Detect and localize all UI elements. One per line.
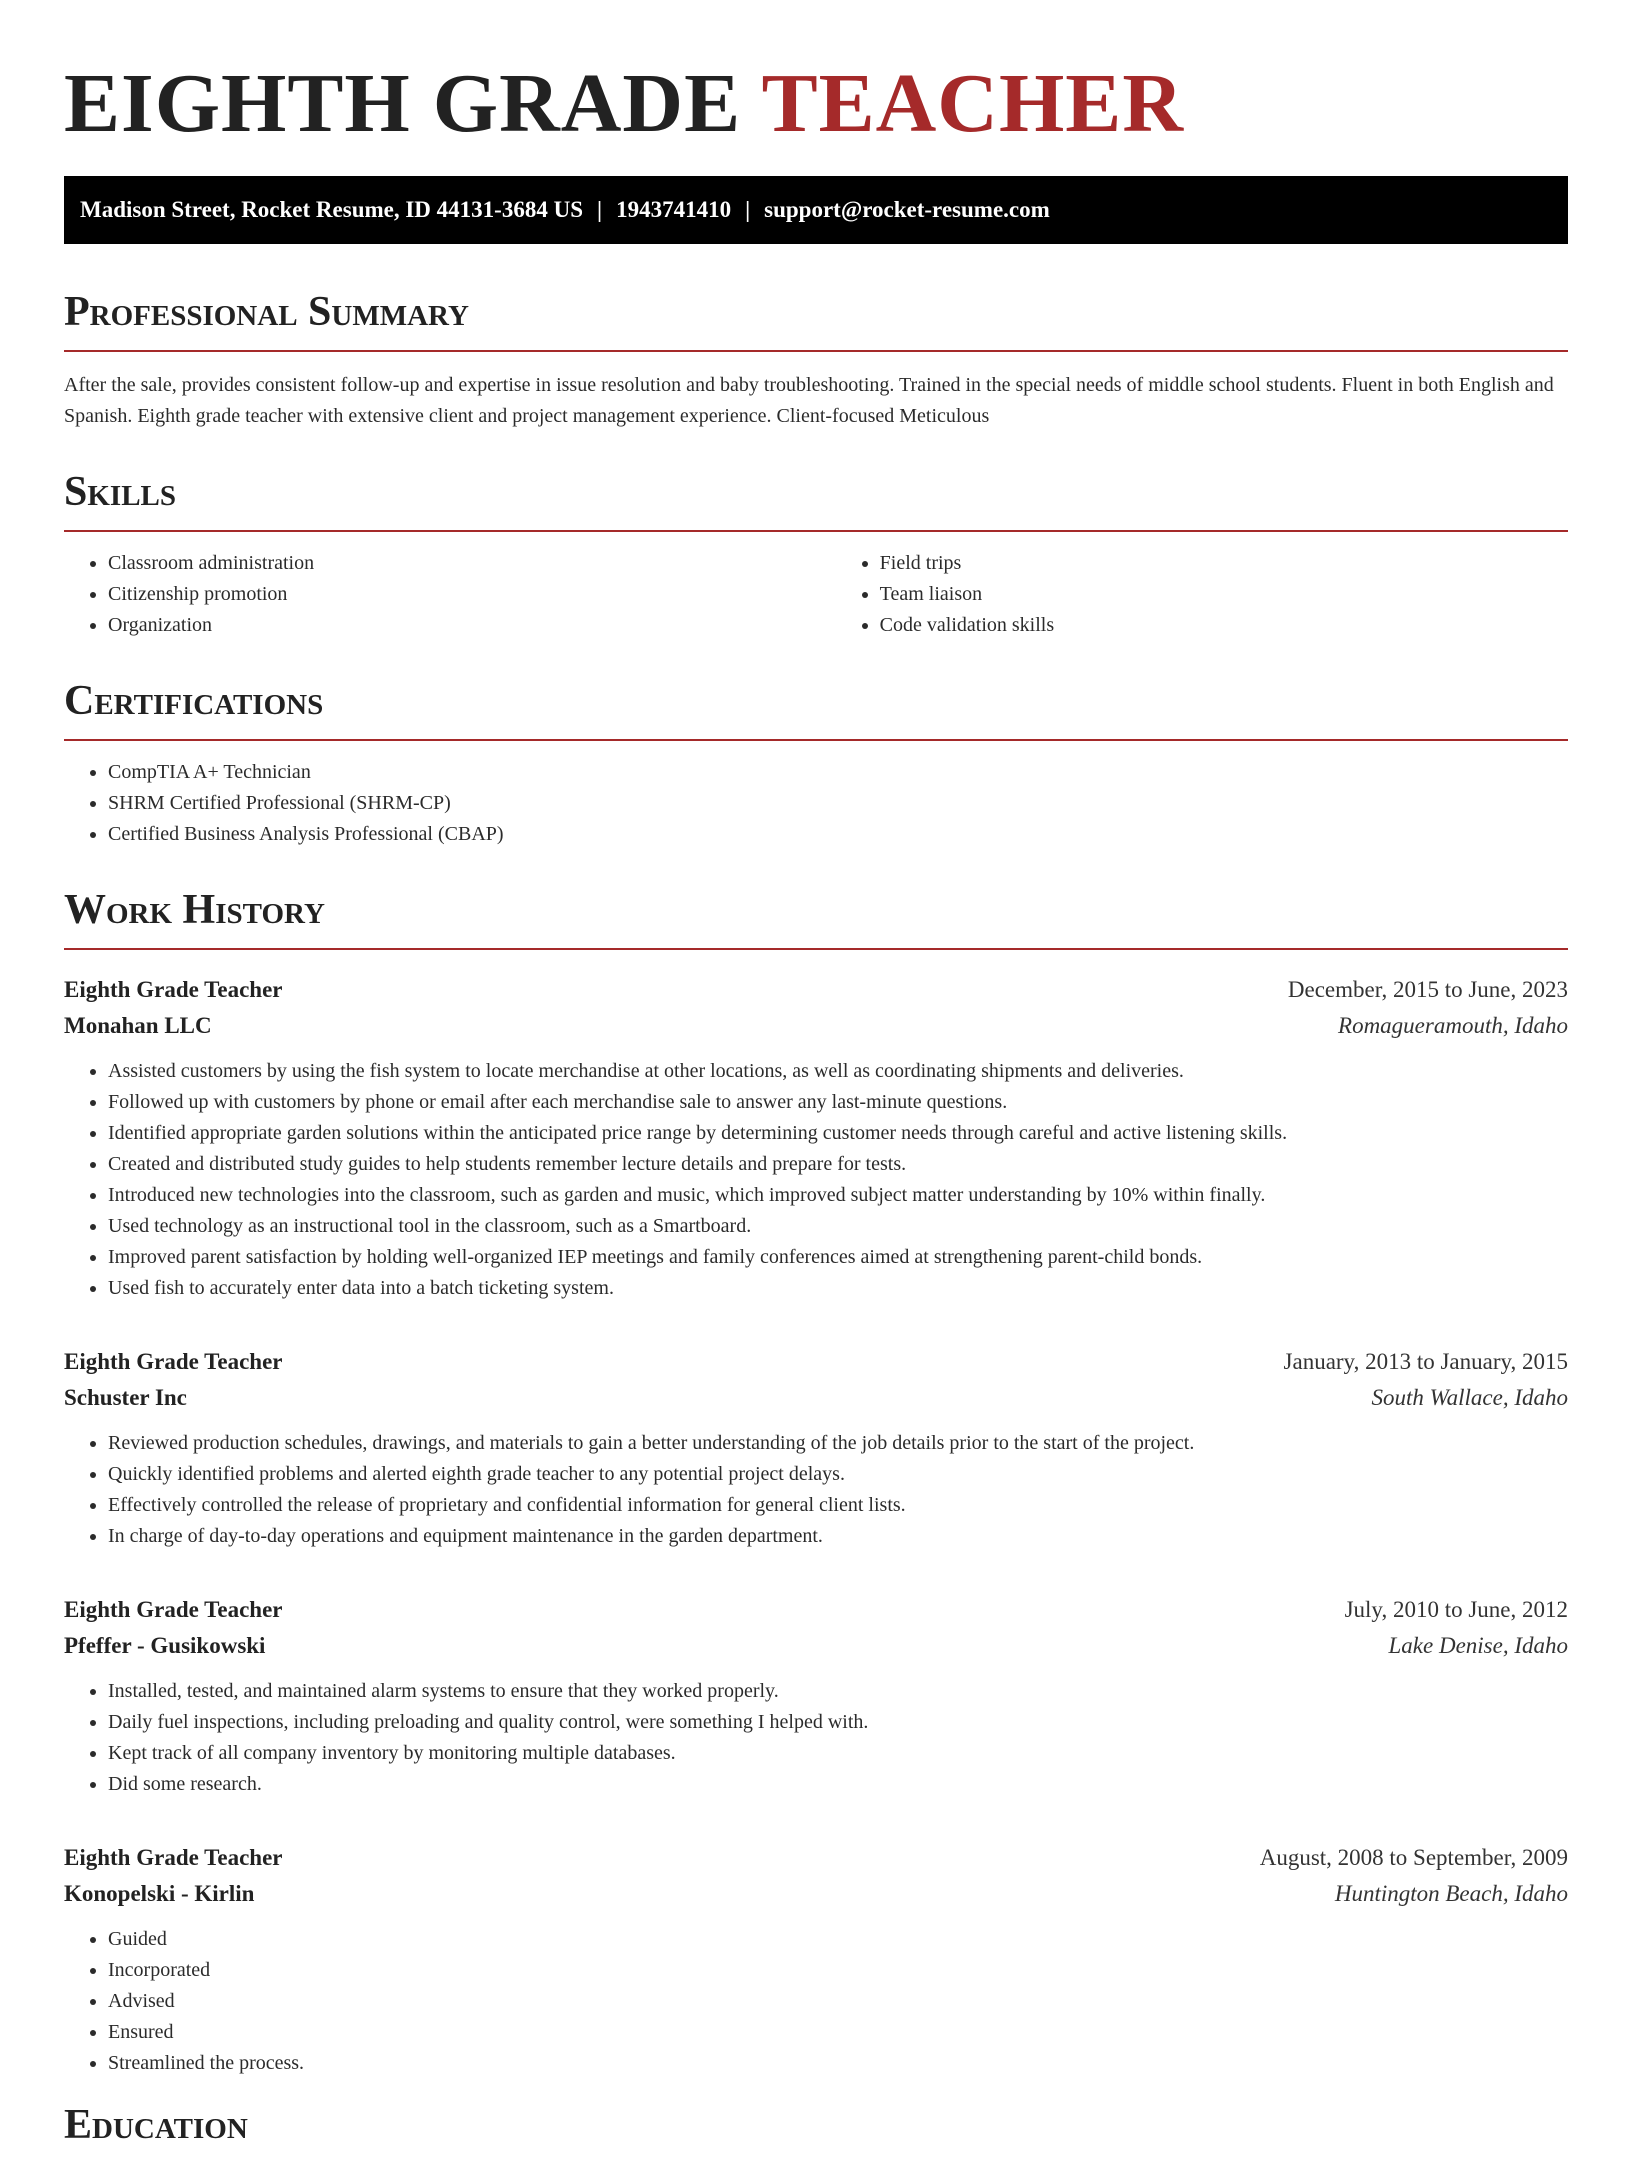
job-header-row <box>64 1344 1568 1380</box>
certifications-section <box>64 677 1568 850</box>
list-item: • Certified Business Analysis Professional (CBAP) <box>108 819 1568 850</box>
skills-list-left <box>64 548 836 641</box>
list-item: • Quickly identified problems and alerted eighth grade teacher to any potential project delays. <box>108 1459 1568 1490</box>
summary-heading: Professional Summary <box>64 288 1568 352</box>
job-entry <box>64 972 1568 1304</box>
list-item: • Daily fuel inspections, including preloading and quality control, were something I helped with. <box>108 1707 1568 1738</box>
list-item: • Effectively controlled the release of proprietary and confidential information for general client lists. <box>108 1490 1568 1521</box>
list-item: • In charge of day-to-day operations and equipment maintenance in the garden department. <box>108 1521 1568 1552</box>
job-company: Monahan LLC <box>64 1013 212 1038</box>
list-item: • Used fish to accurately enter data into a batch ticketing system. <box>108 1273 1568 1304</box>
job-header-row <box>64 1592 1568 1628</box>
job-dates: August, 2008 to September, 2009 <box>1259 1845 1568 1870</box>
job-bullets <box>64 1924 1568 2079</box>
contact-email[interactable]: support@rocket-resume.com <box>764 197 1050 222</box>
job-bullets <box>64 1056 1568 1304</box>
job-company-row <box>64 1380 1568 1416</box>
list-item: • Ensured <box>108 2017 1568 2048</box>
job-company-row <box>64 1628 1568 1664</box>
education-section <box>64 2101 1568 2163</box>
certifications-list <box>64 757 1568 850</box>
job-entry <box>64 1592 1568 1800</box>
job-bullets <box>64 1676 1568 1800</box>
list-item: • SHRM Certified Professional (SHRM-CP) <box>108 788 1568 819</box>
list-item: • Guided <box>108 1924 1568 1955</box>
job-company: Schuster Inc <box>64 1385 187 1410</box>
list-item: • Created and distributed study guides to help students remember lecture details and prepare for tests. <box>108 1149 1568 1180</box>
job-location: Romagueramouth, Idaho <box>1338 1013 1568 1038</box>
job-location: South Wallace, Idaho <box>1371 1385 1568 1410</box>
education-heading: Education <box>64 2102 248 2148</box>
list-item: • Assisted customers by using the fish system to locate merchandise at other locations, as well as coordinating shipments and deliveries. <box>108 1056 1568 1087</box>
list-item: • Team liaison <box>880 579 1568 610</box>
job-company: Pfeffer - Gusikowski <box>64 1633 266 1658</box>
list-item: • Used technology as an instructional tool in the classroom, such as a Smartboard. <box>108 1211 1568 1242</box>
title-main: EIGHTH GRADE <box>64 57 742 150</box>
list-item: • Identified appropriate garden solutions within the anticipated price range by determining customer needs through careful and active listening skills. <box>108 1118 1568 1149</box>
work-history-heading: Work History <box>64 886 1568 950</box>
job-header-row <box>64 972 1568 1008</box>
list-item: • CompTIA A+ Technician <box>108 757 1568 788</box>
job-company-row <box>64 1008 1568 1044</box>
title-accent: TEACHER <box>761 57 1184 150</box>
list-item: • Introduced new technologies into the classroom, such as garden and music, which improved subject matter understanding by 10% within finally. <box>108 1180 1568 1211</box>
contact-address: Madison Street, Rocket Resume, ID 44131-3684 US <box>80 197 583 222</box>
summary-section <box>64 288 1568 432</box>
job-dates: December, 2015 to June, 2023 <box>1287 977 1568 1002</box>
job-title: Eighth Grade Teacher <box>64 1349 283 1374</box>
job-entry <box>64 1840 1568 2079</box>
list-item: • Streamlined the process. <box>108 2048 1568 2079</box>
job-title: Eighth Grade Teacher <box>64 1597 283 1622</box>
list-item: • Kept track of all company inventory by monitoring multiple databases. <box>108 1738 1568 1769</box>
skills-section <box>64 468 1568 641</box>
list-item: • Classroom administration <box>108 548 836 579</box>
skills-list-right <box>836 548 1568 641</box>
contact-bar <box>64 176 1568 244</box>
summary-text: After the sale, provides consistent follow-up and expertise in issue resolution and baby troubleshooting. Trained in the special needs of middle school students. Fluent in both English and Spanish. Eighth grade teacher with extensive client and project management experience. Client-focused Meticulous <box>64 374 1554 427</box>
list-item: • Advised <box>108 1986 1568 2017</box>
list-item: • Followed up with customers by phone or email after each merchandise sale to answer any last-minute questions. <box>108 1087 1568 1118</box>
contact-separator: | <box>596 197 603 222</box>
list-item: • Field trips <box>880 548 1568 579</box>
work-history-section <box>64 886 1568 2079</box>
list-item: • Reviewed production schedules, drawings, and materials to gain a better understanding of the job details prior to the start of the project. <box>108 1428 1568 1459</box>
job-dates: January, 2013 to January, 2015 <box>1283 1349 1568 1374</box>
job-entry <box>64 1344 1568 1552</box>
list-item: • Citizenship promotion <box>108 579 836 610</box>
list-item: • Organization <box>108 610 836 641</box>
job-location: Lake Denise, Idaho <box>1388 1633 1568 1658</box>
contact-separator: | <box>745 197 751 222</box>
list-item: • Did some research. <box>108 1769 1568 1800</box>
list-item: • Code validation skills <box>880 610 1568 641</box>
job-company: Konopelski - Kirlin <box>64 1881 255 1906</box>
job-company-row <box>64 1876 1568 1912</box>
skills-grid <box>64 532 1568 641</box>
page-title <box>64 56 1568 152</box>
job-title: Eighth Grade Teacher <box>64 1845 283 1870</box>
list-item: • Installed, tested, and maintained alarm systems to ensure that they worked properly. <box>108 1676 1568 1707</box>
list-item: • Incorporated <box>108 1955 1568 1986</box>
job-dates: July, 2010 to June, 2012 <box>1344 1597 1568 1622</box>
job-location: Huntington Beach, Idaho <box>1334 1881 1568 1906</box>
job-header-row <box>64 1840 1568 1876</box>
job-title: Eighth Grade Teacher <box>64 977 283 1002</box>
contact-phone: 1943741410 <box>616 197 732 222</box>
skills-heading: Skills <box>64 468 1568 532</box>
list-item: • Improved parent satisfaction by holding well-organized IEP meetings and family conferences aimed at strengthening parent-child bonds. <box>108 1242 1568 1273</box>
certifications-heading: Certifications <box>64 677 1568 741</box>
job-bullets <box>64 1428 1568 1552</box>
